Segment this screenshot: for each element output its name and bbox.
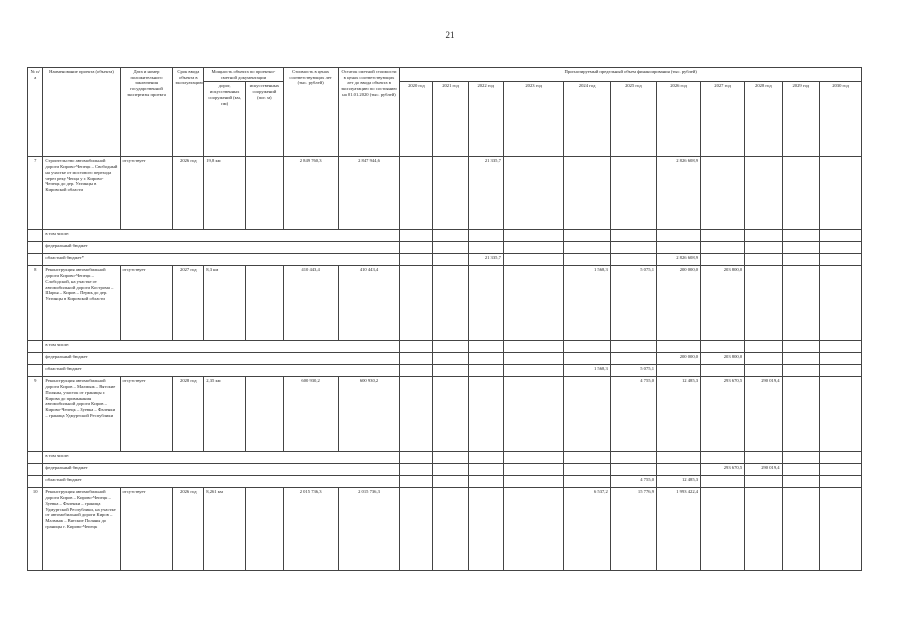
amount-cell: [433, 230, 468, 242]
budget-label: в том числе:: [43, 230, 400, 242]
amount-cell: [610, 464, 656, 476]
budget-label: областной бюджет: [43, 365, 400, 377]
amount-cell: [468, 353, 503, 365]
power-road: 2,35 км: [204, 377, 246, 452]
row-number-blank: [28, 341, 43, 353]
amount-cell: [400, 452, 433, 464]
amount-cell: [503, 242, 564, 254]
amount-cell: [820, 365, 862, 377]
col-remain: Остаток сметной стоимости в ценах соответствующих лет до ввода объекта в эксплуатацию по состоянию на 01.01.2020 (тыс. рублей): [338, 68, 400, 157]
amount-cell: [564, 242, 610, 254]
amount-cell: [701, 365, 745, 377]
col-year: 2020 год: [400, 82, 433, 157]
amount-cell: [610, 157, 656, 230]
amount-cell: [745, 353, 782, 365]
amount-cell: 2 826 608,9: [657, 157, 701, 230]
amount-cell: 4 755,0: [610, 377, 656, 452]
amount-cell: [745, 242, 782, 254]
budget-row: [28, 353, 862, 365]
amount-cell: [433, 377, 468, 452]
amount-cell: [400, 464, 433, 476]
amount-cell: [782, 365, 819, 377]
budget-row: [28, 254, 862, 266]
amount-cell: [400, 230, 433, 242]
col-year: 2027 год: [701, 82, 745, 157]
power-road: 19,8 км: [204, 157, 246, 230]
amount-cell: [701, 341, 745, 353]
amount-cell: [745, 254, 782, 266]
col-year: 2021 год: [433, 82, 468, 157]
object-remain: 2 847 944,6: [338, 157, 400, 230]
amount-cell: [468, 452, 503, 464]
budget-label: в том числе:: [43, 452, 400, 464]
row-number-blank: [28, 365, 43, 377]
amount-cell: [820, 353, 862, 365]
col-num: № п/а: [28, 68, 43, 157]
amount-cell: 1 568,3: [564, 365, 610, 377]
amount-cell: [400, 254, 433, 266]
amount-cell: [468, 230, 503, 242]
commission-term: 2027 год: [173, 266, 204, 341]
col-date: Дата и номер положительного заключения государственной экспертизы проекта: [120, 68, 173, 157]
amount-cell: [468, 476, 503, 488]
amount-cell: 5 075,1: [610, 365, 656, 377]
commission-term: 2028 год: [173, 377, 204, 452]
amount-cell: [782, 488, 819, 571]
amount-cell: [782, 242, 819, 254]
budget-row: [28, 365, 862, 377]
object-row: [28, 488, 862, 571]
amount-cell: [503, 488, 564, 571]
amount-cell: 21 335,7: [468, 254, 503, 266]
budget-row: [28, 242, 862, 254]
amount-cell: [610, 341, 656, 353]
object-remain: 410 443,4: [338, 266, 400, 341]
object-name: Реконструкция автомобильной дороги Киров – Малмыж – Вятские Поляны, участок от границы г. Кирова до примыкания автомобильной дороги Киров – Кирово-Чепецк – Зуевка – Фаленки – граница Удмуртской Республики: [43, 377, 120, 452]
amount-cell: [503, 157, 564, 230]
amount-cell: [433, 254, 468, 266]
budget-row: [28, 452, 862, 464]
amount-cell: [820, 266, 862, 341]
amount-cell: [820, 341, 862, 353]
col-year: 2030 год: [820, 82, 862, 157]
object-row: [28, 377, 862, 452]
budget-row: [28, 476, 862, 488]
amount-cell: 203 800,0: [701, 266, 745, 341]
commission-term: 2026 год: [173, 488, 204, 571]
amount-cell: [564, 377, 610, 452]
amount-cell: [564, 476, 610, 488]
amount-cell: [820, 488, 862, 571]
amount-cell: [564, 452, 610, 464]
amount-cell: [400, 341, 433, 353]
object-number: 10: [28, 488, 43, 571]
amount-cell: [564, 341, 610, 353]
budget-label: федеральный бюджет: [43, 353, 400, 365]
amount-cell: [433, 157, 468, 230]
amount-cell: [564, 464, 610, 476]
amount-cell: [820, 476, 862, 488]
amount-cell: [745, 157, 782, 230]
amount-cell: [503, 365, 564, 377]
amount-cell: 1 993 422,4: [657, 488, 701, 571]
amount-cell: [701, 242, 745, 254]
amount-cell: [400, 476, 433, 488]
amount-cell: [745, 266, 782, 341]
amount-cell: [503, 230, 564, 242]
page-number: 21: [445, 30, 455, 40]
amount-cell: [610, 353, 656, 365]
amount-cell: [468, 365, 503, 377]
amount-cell: [564, 353, 610, 365]
amount-cell: [701, 488, 745, 571]
object-cost: 2 849 760,3: [283, 157, 338, 230]
amount-cell: [820, 242, 862, 254]
budget-label: федеральный бюджет: [43, 242, 400, 254]
expertise-date: отсутствует: [120, 266, 173, 341]
amount-cell: [820, 157, 862, 230]
amount-cell: [433, 452, 468, 464]
col-year: 2028 год: [745, 82, 782, 157]
object-cost: 410 443,4: [283, 266, 338, 341]
amount-cell: 290 019,4: [745, 377, 782, 452]
col-year: 2024 год: [564, 82, 610, 157]
amount-cell: [657, 230, 701, 242]
object-number: 7: [28, 157, 43, 230]
financing-table: [27, 67, 862, 571]
amount-cell: [701, 230, 745, 242]
amount-cell: [657, 242, 701, 254]
amount-cell: [468, 242, 503, 254]
amount-cell: [782, 230, 819, 242]
amount-cell: [820, 230, 862, 242]
amount-cell: [657, 341, 701, 353]
amount-cell: [657, 452, 701, 464]
col-year: 2023 год: [503, 82, 564, 157]
amount-cell: 6 537,2: [564, 488, 610, 571]
object-number: 9: [28, 377, 43, 452]
amount-cell: [400, 242, 433, 254]
amount-cell: 4 755,0: [610, 476, 656, 488]
amount-cell: [400, 157, 433, 230]
amount-cell: 203 800,0: [701, 353, 745, 365]
amount-cell: [610, 254, 656, 266]
col-year: 2025 год: [610, 82, 656, 157]
amount-cell: [503, 353, 564, 365]
row-number-blank: [28, 476, 43, 488]
col-year: 2022 год: [468, 82, 503, 157]
object-remain: 600 930,2: [338, 377, 400, 452]
amount-cell: [745, 341, 782, 353]
amount-cell: 293 670,5: [701, 464, 745, 476]
object-cost: 600 930,2: [283, 377, 338, 452]
amount-cell: [782, 476, 819, 488]
amount-cell: [782, 353, 819, 365]
col-volume: Прогнозируемый предельный объем финансирования (тыс. рублей): [400, 68, 862, 82]
amount-cell: [433, 488, 468, 571]
budget-label: в том числе:: [43, 341, 400, 353]
amount-cell: 2 826 608,9: [657, 254, 701, 266]
col-name: Наименование проекта (объекта): [43, 68, 120, 157]
amount-cell: 12 485,3: [657, 476, 701, 488]
amount-cell: [745, 230, 782, 242]
power-road: 8,261 км: [204, 488, 246, 571]
expertise-date: отсутствует: [120, 488, 173, 571]
amount-cell: [564, 254, 610, 266]
amount-cell: [503, 452, 564, 464]
expertise-date: отсутствует: [120, 377, 173, 452]
row-number-blank: [28, 464, 43, 476]
amount-cell: [503, 464, 564, 476]
amount-cell: [433, 476, 468, 488]
power-art: [246, 266, 283, 341]
row-number-blank: [28, 452, 43, 464]
amount-cell: [782, 254, 819, 266]
amount-cell: [782, 464, 819, 476]
power-road: 8,3 км: [204, 266, 246, 341]
amount-cell: [503, 266, 564, 341]
amount-cell: 200 000,0: [657, 266, 701, 341]
col-power: Мощность объекта по проектно-сметной документации: [204, 68, 283, 82]
amount-cell: [468, 377, 503, 452]
amount-cell: [782, 377, 819, 452]
object-name: Реконструкция автомобильной дороги Кирово-Чепецк – Слободской, на участке от автомобильной дороги Кострома – Шарья – Киров – Пермь до дер. Ухтинцы в Кировской области: [43, 266, 120, 341]
col-year: 2026 год: [657, 82, 701, 157]
budget-label: областной бюджет*: [43, 254, 400, 266]
amount-cell: 12 485,3: [657, 377, 701, 452]
budget-row: [28, 230, 862, 242]
amount-cell: [400, 488, 433, 571]
amount-cell: [782, 266, 819, 341]
amount-cell: [433, 365, 468, 377]
amount-cell: [468, 488, 503, 571]
amount-cell: [503, 377, 564, 452]
amount-cell: [468, 341, 503, 353]
row-number-blank: [28, 353, 43, 365]
amount-cell: [820, 254, 862, 266]
col-cost: Стоимость в ценах соответствующих лет (тыс. рублей): [283, 68, 338, 157]
amount-cell: [745, 452, 782, 464]
amount-cell: 290 019,4: [745, 464, 782, 476]
amount-cell: [745, 488, 782, 571]
amount-cell: [610, 242, 656, 254]
amount-cell: [433, 266, 468, 341]
amount-cell: [468, 266, 503, 341]
amount-cell: [433, 464, 468, 476]
col-year: 2029 год: [782, 82, 819, 157]
amount-cell: [610, 230, 656, 242]
amount-cell: [433, 242, 468, 254]
amount-cell: [657, 464, 701, 476]
row-number-blank: [28, 230, 43, 242]
budget-label: федеральный бюджет: [43, 464, 400, 476]
object-cost: 2 015 736,3: [283, 488, 338, 571]
amount-cell: 293 670,5: [701, 377, 745, 452]
budget-row: [28, 341, 862, 353]
amount-cell: [701, 157, 745, 230]
power-art: [246, 157, 283, 230]
amount-cell: [782, 341, 819, 353]
amount-cell: [468, 464, 503, 476]
amount-cell: [701, 452, 745, 464]
budget-label: областной бюджет: [43, 476, 400, 488]
object-name: Строительство автомобильной дороги Кирово-Чепецк – Свободный на участке от мостового перехода через реку Чепца у г. Кирово-Чепецк до дер. Ухтинцы в Кировской области: [43, 157, 120, 230]
amount-cell: [503, 476, 564, 488]
amount-cell: [400, 365, 433, 377]
amount-cell: [782, 452, 819, 464]
amount-cell: [564, 157, 610, 230]
row-number-blank: [28, 242, 43, 254]
object-name: Реконструкция автомобильной дороги Киров – Кирово-Чепецк – Зуевка – Фаленки – граница Удмуртской Республики, на участке от автомобильной дороги Киров – Малмыж – Вятские Поляны до границы г. Кирово-Чепецк: [43, 488, 120, 571]
amount-cell: 21 335,7: [468, 157, 503, 230]
amount-cell: 200 000,0: [657, 353, 701, 365]
amount-cell: [400, 377, 433, 452]
amount-cell: [610, 452, 656, 464]
amount-cell: 15 776,9: [610, 488, 656, 571]
object-number: 8: [28, 266, 43, 341]
amount-cell: [503, 254, 564, 266]
col-power-art: искусственных сооружений (пог. м): [246, 82, 283, 157]
amount-cell: 1 568,3: [564, 266, 610, 341]
power-art: [246, 377, 283, 452]
amount-cell: [657, 365, 701, 377]
power-art: [246, 488, 283, 571]
col-term: Срок ввода объекта в эксплуатацию: [173, 68, 204, 157]
amount-cell: [745, 365, 782, 377]
amount-cell: [820, 464, 862, 476]
amount-cell: [433, 341, 468, 353]
expertise-date: отсутствует: [120, 157, 173, 230]
amount-cell: [400, 353, 433, 365]
row-number-blank: [28, 254, 43, 266]
amount-cell: [701, 254, 745, 266]
amount-cell: [433, 353, 468, 365]
budget-row: [28, 464, 862, 476]
amount-cell: [745, 476, 782, 488]
amount-cell: [820, 377, 862, 452]
commission-term: 2026 год: [173, 157, 204, 230]
amount-cell: [400, 266, 433, 341]
object-remain: 2 015 736,3: [338, 488, 400, 571]
amount-cell: [564, 230, 610, 242]
object-row: [28, 157, 862, 230]
amount-cell: [503, 341, 564, 353]
object-row: [28, 266, 862, 341]
amount-cell: [820, 452, 862, 464]
amount-cell: [701, 476, 745, 488]
amount-cell: 5 075,1: [610, 266, 656, 341]
amount-cell: [782, 157, 819, 230]
col-power-road: дорог, искусственных сооружений (км, пм): [204, 82, 246, 157]
